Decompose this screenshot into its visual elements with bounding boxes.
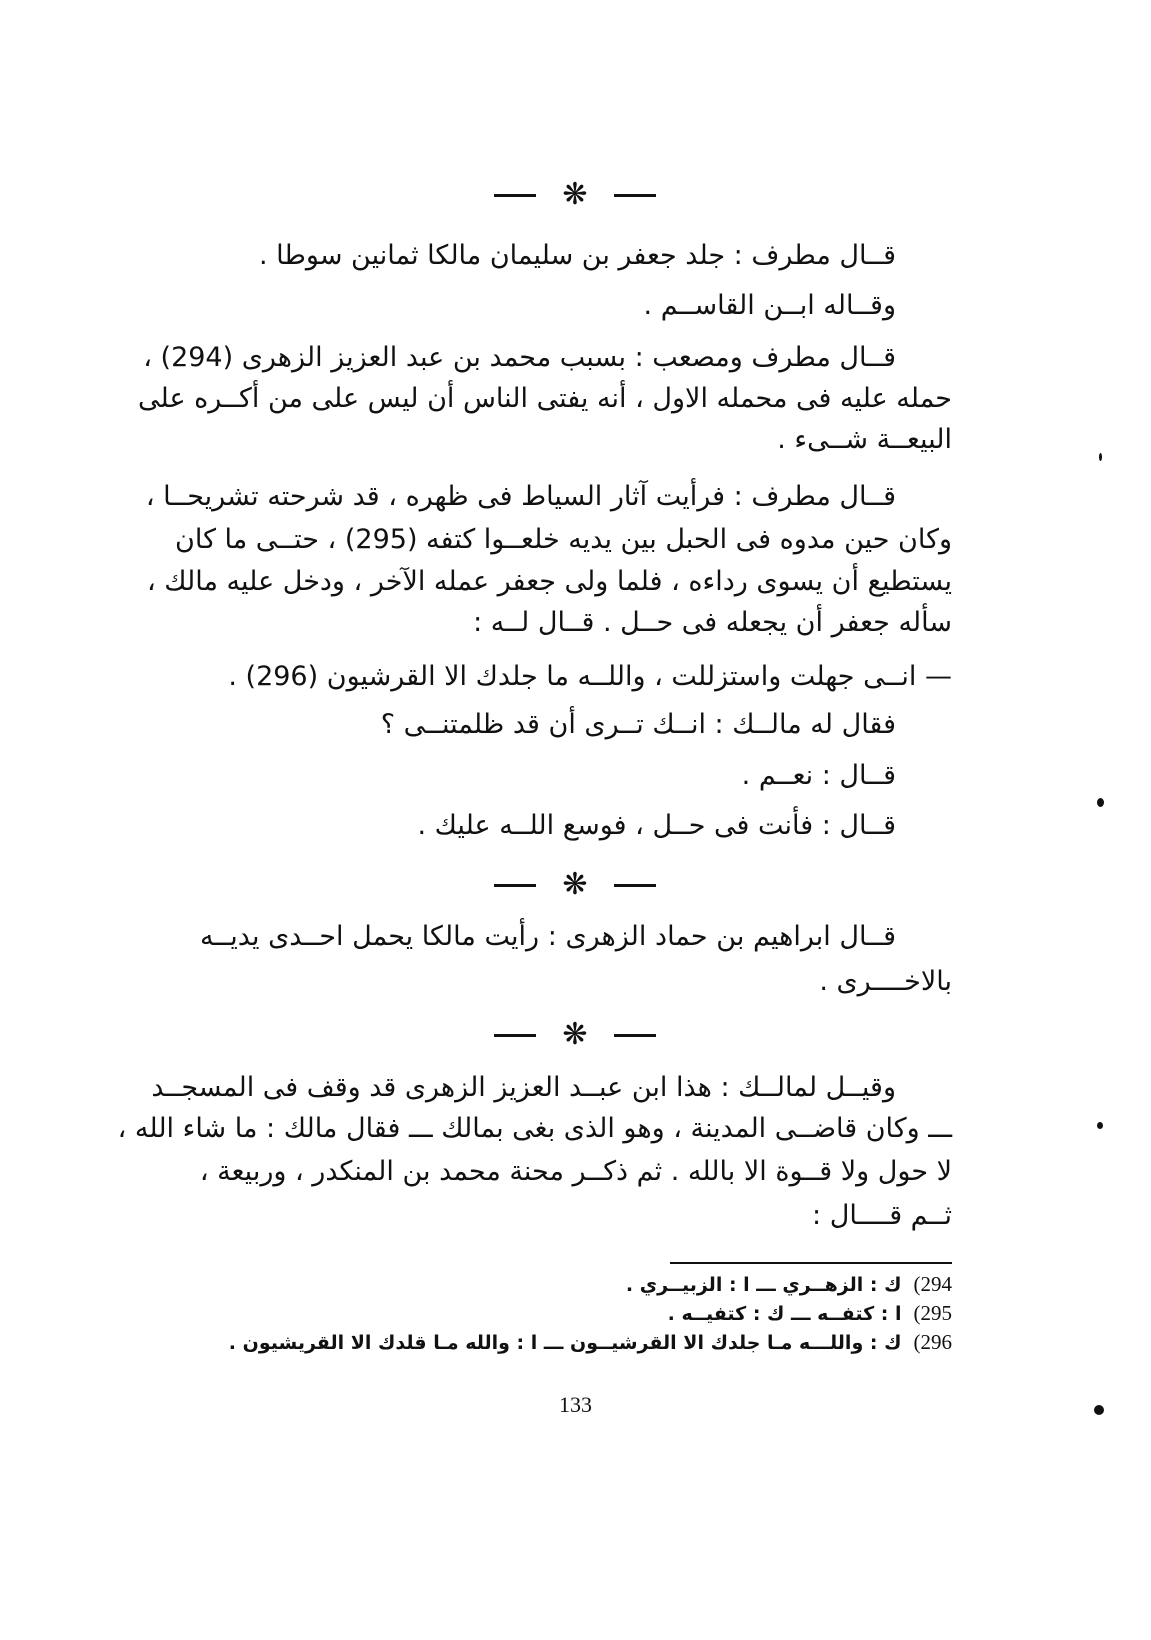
paragraph-line: قــال مطرف : جلد جعفر بن سليمان مالكا ثمانين سوطا . — [259, 240, 896, 271]
separator-star-icon: ❋ — [562, 867, 588, 902]
paragraph-line: وكان حين مدوه فى الحبل بين يديه خلعــوا كتفه (295) ، حتــى ما كان — [175, 524, 952, 555]
footnote — [200, 1270, 952, 1299]
footnote-number: 296) — [913, 1330, 952, 1354]
paragraph-line: — انــى جهلت واستزللت ، واللــه ما جلدك الا القرشيون (296) . — [228, 661, 952, 692]
paragraph-line: سأله جعفر أن يجعله فى حــل . قــال لــه : — [473, 607, 952, 638]
separator-dash — [494, 194, 536, 197]
paragraph-line: يستطيع أن يسوى رداءه ، فلما ولى جعفر عمله الآخر ، ودخل عليه مالك ، — [146, 566, 952, 597]
scan-speck — [1094, 1405, 1104, 1415]
paragraph-line: وقيــل لمالــك : هذا ابن عبــد العزيز الزهرى قد وقف فى المسجــد — [151, 1072, 896, 1103]
page-number: 133 — [559, 1392, 592, 1417]
paragraph-line: قــال : نعــم . — [741, 760, 896, 791]
paragraph-line: قــال مطرف ومصعب : بسبب محمد بن عبد العزيز الزهرى (294) ، — [143, 342, 896, 373]
paragraph-line: فقال له مالــك : انــك تــرى أن قد ظلمتنــى ؟ — [380, 709, 896, 740]
footnote-text: ا : كتفــه ـــ ك : كتفيــه . — [667, 1303, 902, 1325]
paragraph-line: قــال ابراهيم بن حماد الزهرى : رأيت مالكا يحمل احــدى يديــه — [200, 921, 896, 952]
footnote-rule — [670, 1262, 952, 1264]
paragraph-line: قــال : فأنت فى حــل ، فوسع اللــه عليك . — [417, 810, 896, 841]
footnote-number: 295) — [913, 1301, 952, 1325]
footnote — [200, 1299, 952, 1328]
separator-dash — [614, 1034, 656, 1037]
footnote — [200, 1328, 952, 1357]
paragraph-line: وقــاله ابــن القاســم . — [643, 290, 896, 321]
paragraph-line: البيعــة شــىء . — [777, 424, 952, 455]
separator-star-icon: ❋ — [562, 1017, 588, 1052]
paragraph-line: قــال مطرف : فرأيت آثار السياط فى ظهره ، قد شرحته تشريحــا ، — [145, 481, 896, 512]
section-separator — [475, 177, 675, 212]
separator-dash — [614, 884, 656, 887]
scan-speck — [1099, 453, 1102, 461]
scan-speck — [1097, 798, 1104, 807]
paragraph-line: حمله عليه فى محمله الاول ، أنه يفتى الناس أن ليس على من أكــره على — [138, 383, 952, 414]
footnote-text: ك : واللـــه مـا جلدك الا القرشيــون ـــ ا : والله مـا قلدك الا القريشيون . — [228, 1332, 902, 1354]
footnote-text: ك : الزهــري ـــ ا : الزبيــري . — [625, 1274, 902, 1296]
separator-dash — [494, 1034, 536, 1037]
paragraph-line: لا حول ولا قــوة الا بالله . ثم ذكــر محنة محمد بن المنكدر ، وربيعة ، — [199, 1156, 952, 1187]
separator-dash — [614, 194, 656, 197]
section-separator — [475, 1017, 675, 1052]
scan-speck — [1097, 1122, 1103, 1129]
separator-star-icon: ❋ — [562, 177, 588, 212]
section-separator — [475, 867, 675, 902]
footnote-number: 294) — [913, 1272, 952, 1296]
paragraph-line: بالاخــــرى . — [819, 966, 952, 997]
paragraph-line: ثــم قــــال : — [812, 1200, 952, 1231]
separator-dash — [494, 884, 536, 887]
paragraph-line: ـــ وكان قاضــى المدينة ، وهو الذى بغى بمالك ـــ فقال مالك : ما شاء الله ، — [117, 1113, 952, 1144]
